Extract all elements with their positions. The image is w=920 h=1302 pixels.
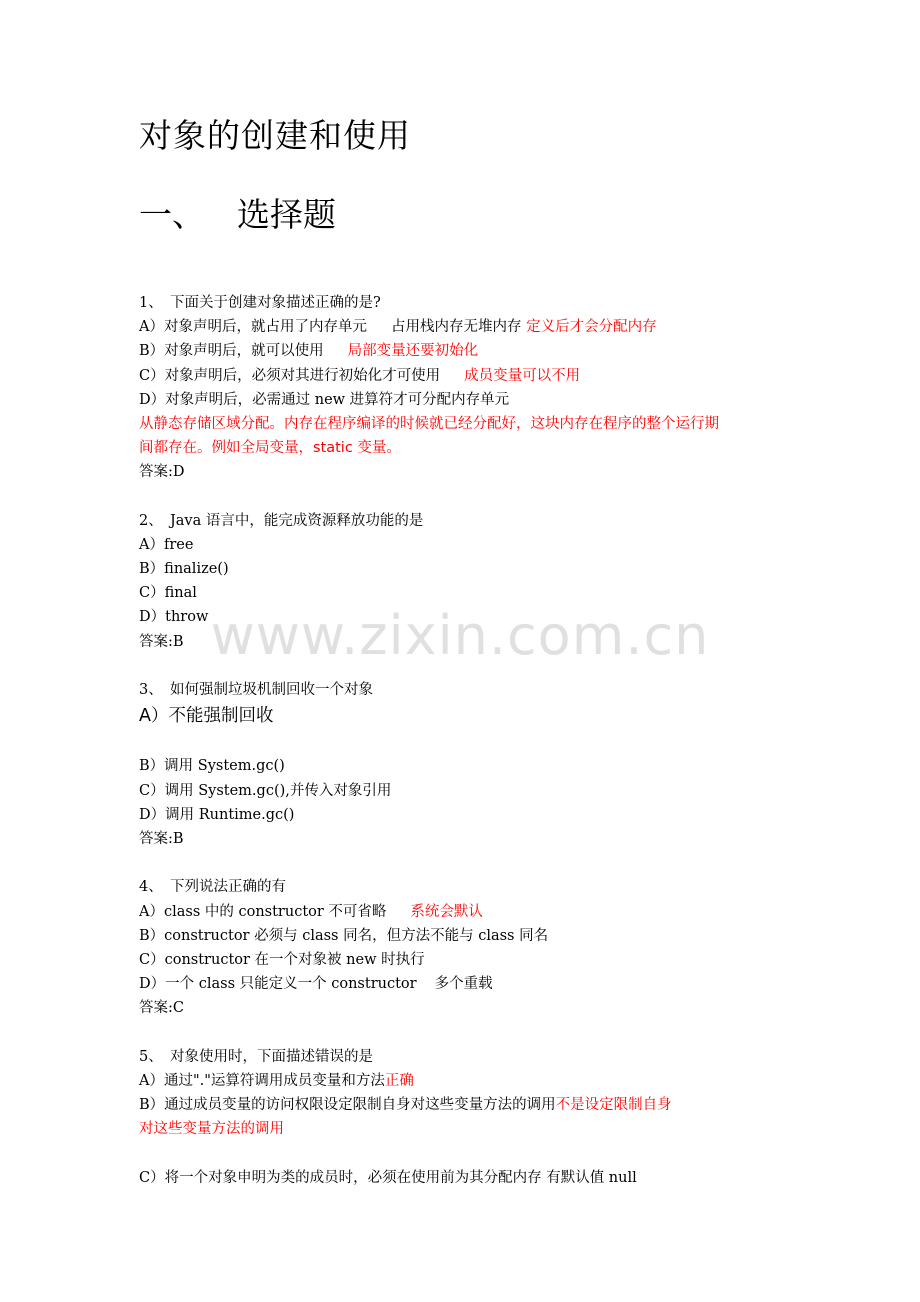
q1-answer: 答案:D <box>139 464 185 481</box>
q1-option-c-annotation: 成员变量可以不用 <box>464 367 581 384</box>
q1-annotation-line-2-start: 间都存在。例如全局变量， <box>139 440 313 457</box>
q1-annotation-line-2-end: 变量。 <box>352 440 401 457</box>
q4-option-d-note: 多个重载 <box>434 976 493 993</box>
q5-option-a-annotation: 正确 <box>384 1072 414 1089</box>
q1-annotation-line-2 <box>139 436 799 460</box>
question-2: 2、 Java 语言中，能完成资源释放功能的是 <box>139 512 424 529</box>
q1-option-b-text: B）对象声明后，就可以使用 <box>139 343 324 360</box>
q5-option-c-note: 有默认值 null <box>546 1169 637 1186</box>
q3-option-c: C）调用 System.gc(),并传入对象引用 <box>139 782 392 799</box>
q1-annotation-line-1: 从静态存储区域分配。内存在程序编译的时候就已经分配好，这块内存在程序的整个运行期 <box>139 415 719 432</box>
q5-option-c <box>139 1166 799 1190</box>
spacer <box>139 851 799 875</box>
q5-option-b-annotation: 不是设定限制自身 <box>555 1097 672 1113</box>
q1-option-a-note: 占用栈内存无堆内存 <box>390 319 522 336</box>
question-1: 1、 下面关于创建对象描述正确的是? <box>139 295 381 311</box>
question-5: 5、 对象使用时，下面描述错误的是 <box>139 1048 373 1065</box>
q3-answer: 答案:B <box>139 830 184 847</box>
q5-option-c-text: C）将一个对象申明为类的成员时，必须在使用前为其分配内存 <box>139 1169 542 1186</box>
section-number: 一、 <box>139 195 205 234</box>
q2-option-b: B）finalize() <box>139 561 229 578</box>
q4-option-a-text: A）class 中的 constructor 不可省略 <box>139 903 387 920</box>
q3-option-d: D）调用 Runtime.gc() <box>139 806 295 823</box>
q2-option-c: C）final <box>139 585 197 602</box>
q4-answer: 答案:C <box>139 1000 184 1017</box>
q1-option-d: D）对象声明后，必需通过 new 进算符才可分配内存单元 <box>139 391 510 408</box>
section-label: 选择题 <box>237 195 336 234</box>
q3-option-a: A）不能强制回收 <box>139 706 274 727</box>
section-heading <box>139 193 336 237</box>
q1-option-a <box>139 315 799 339</box>
q5-option-b <box>139 1093 799 1117</box>
spacer <box>139 485 799 509</box>
q4-option-a <box>139 900 799 924</box>
q1-option-a-annotation: 定义后才会分配内存 <box>526 319 657 336</box>
q1-option-c <box>139 364 799 388</box>
question-list <box>139 291 799 1190</box>
q4-option-d <box>139 972 799 996</box>
spacer <box>139 1141 799 1165</box>
q1-option-b-annotation: 局部变量还要初始化 <box>347 343 479 360</box>
question-4: 4、 下列说法正确的有 <box>139 879 286 896</box>
q4-option-b: B）constructor 必须与 class 同名，但方法不能与 class 同名 <box>139 927 549 944</box>
q2-option-d: D）throw <box>139 609 209 626</box>
watermark: www.zixin.com.cn <box>210 604 710 667</box>
q5-option-a <box>139 1069 799 1093</box>
q1-option-c-text: C）对象声明后，必须对其进行初始化才可使用 <box>139 367 441 384</box>
q4-option-d-text: D）一个 class 只能定义一个 constructor <box>139 976 417 993</box>
q2-answer: 答案:B <box>139 633 184 650</box>
document-title: 对象的创建和使用 <box>139 116 411 155</box>
q5-option-b-annotation-line-2: 对这些变量方法的调用 <box>139 1121 284 1138</box>
spacer <box>139 730 799 754</box>
q5-option-b-text: B）通过成员变量的访问权限设定限制自身对这些变量方法的调用 <box>139 1097 556 1113</box>
q1-option-a-text: A）对象声明后，就占用了内存单元 <box>139 319 367 336</box>
q5-option-a-text: A）通过"."运算符调用成员变量和方法 <box>139 1072 385 1089</box>
q2-option-a: A）free <box>139 536 194 553</box>
spacer <box>139 1020 799 1044</box>
q1-option-b <box>139 339 799 363</box>
question-3: 3、 如何强制垃圾机制回收一个对象 <box>139 682 373 698</box>
q1-annotation-static-keyword: static <box>313 440 353 457</box>
q4-option-a-annotation: 系统会默认 <box>410 903 483 920</box>
q3-option-b: B）调用 System.gc() <box>139 758 285 775</box>
q4-option-c: C）constructor 在一个对象被 new 时执行 <box>139 951 425 968</box>
